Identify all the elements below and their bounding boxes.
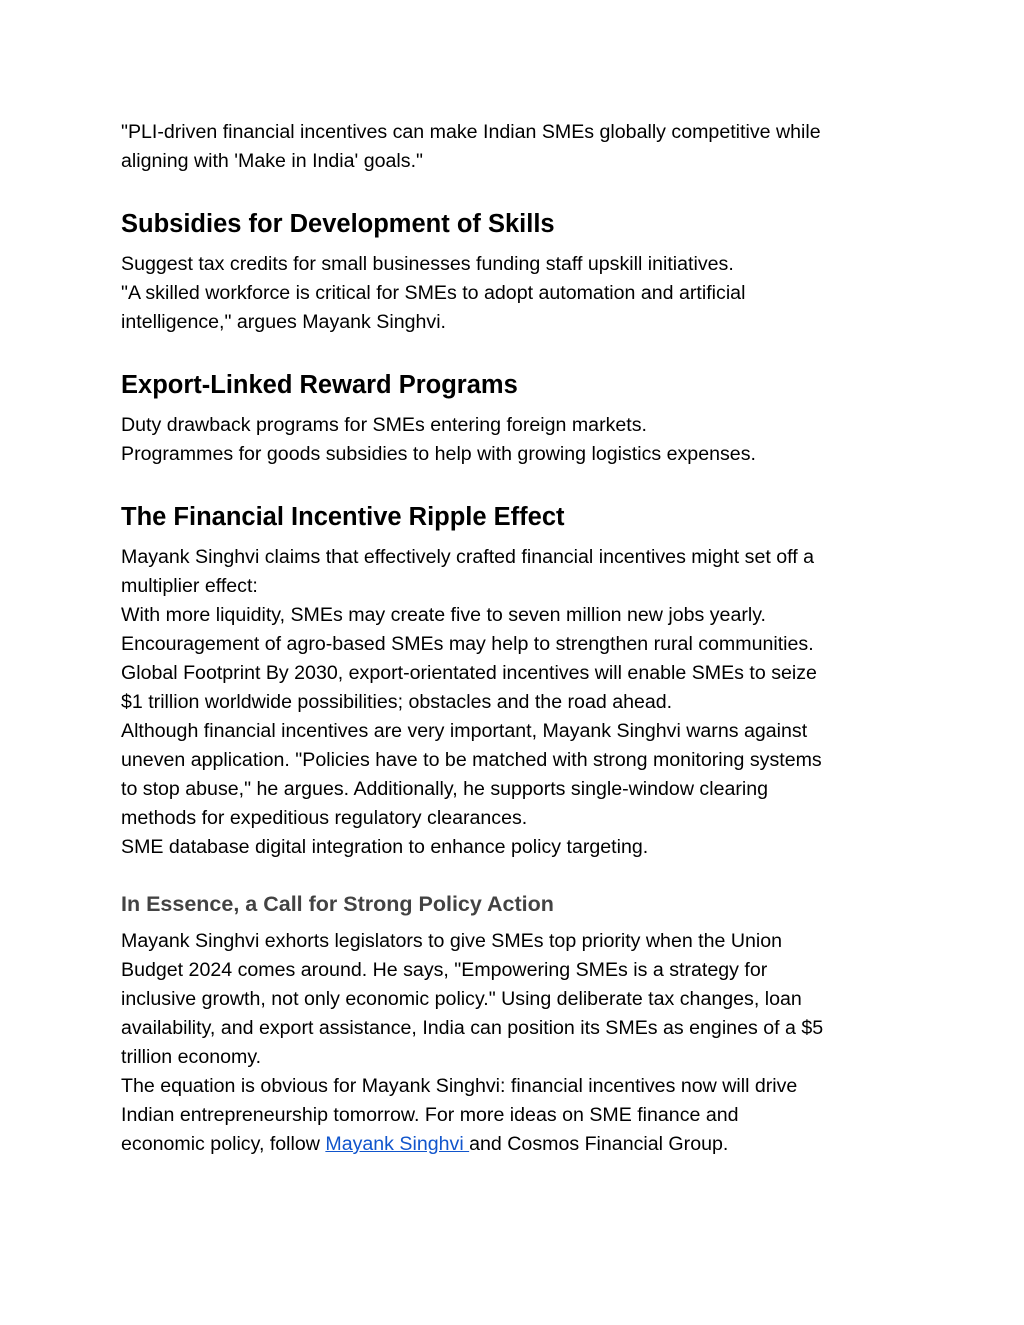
closing-line-prefix: economic policy, follow	[121, 1133, 326, 1155]
mayank-singhvi-link[interactable]: Mayank Singhvi	[325, 1133, 470, 1155]
heading-skills-subsidies: Subsidies for Development of Skills	[121, 210, 555, 238]
text-line: uneven application. "Policies have to be matched with strong monitoring systems	[121, 749, 822, 771]
text-line: $1 trillion worldwide possibilities; obstacles and the road ahead.	[121, 691, 673, 713]
export-paragraph	[121, 411, 924, 469]
text-line: "A skilled workforce is critical for SMEs to adopt automation and artificial	[121, 282, 746, 304]
ripple-paragraph	[121, 543, 924, 862]
text-line: Mayank Singhvi claims that effectively crafted financial incentives might set off a	[121, 546, 815, 568]
heading-ripple-effect: The Financial Incentive Ripple Effect	[121, 503, 565, 531]
intro-quote	[121, 118, 924, 176]
text-line: to stop abuse," he argues. Additionally, he supports single-window clearing	[121, 778, 769, 800]
essence-paragraph	[121, 927, 924, 1159]
text-line: intelligence," argues Mayank Singhvi.	[121, 311, 446, 333]
closing-line	[121, 1130, 924, 1159]
text-line: Duty drawback programs for SMEs entering foreign markets.	[121, 414, 647, 436]
text-line: "PLI-driven financial incentives can make Indian SMEs globally competitive while	[121, 121, 821, 143]
text-line: Programmes for goods subsidies to help with growing logistics expenses.	[121, 443, 756, 465]
text-line: aligning with 'Make in India' goals."	[121, 150, 423, 172]
text-line: SME database digital integration to enhance policy targeting.	[121, 836, 649, 858]
text-line: Although financial incentives are very important, Mayank Singhvi warns against	[121, 720, 808, 742]
text-line: Mayank Singhvi exhorts legislators to give SMEs top priority when the Union	[121, 930, 783, 952]
text-line: Suggest tax credits for small businesses funding staff upskill initiatives.	[121, 253, 734, 275]
text-line: Budget 2024 comes around. He says, "Empowering SMEs is a strategy for	[121, 959, 768, 981]
skills-paragraph	[121, 250, 924, 337]
text-line: The equation is obvious for Mayank Singhvi: financial incentives now will drive	[121, 1075, 798, 1097]
text-line: multiplier effect:	[121, 575, 258, 597]
heading-export-rewards: Export-Linked Reward Programs	[121, 371, 518, 399]
text-line: availability, and export assistance, India can position its SMEs as engines of a $5	[121, 1017, 824, 1039]
text-line: methods for expeditious regulatory clearances.	[121, 807, 528, 829]
text-line: inclusive growth, not only economic policy." Using deliberate tax changes, loan	[121, 988, 802, 1010]
text-line: Encouragement of agro-based SMEs may help to strengthen rural communities.	[121, 633, 814, 655]
text-line: With more liquidity, SMEs may create five to seven million new jobs yearly.	[121, 604, 767, 626]
text-line: Global Footprint By 2030, export-orientated incentives will enable SMEs to seize	[121, 662, 817, 684]
text-line: trillion economy.	[121, 1046, 262, 1068]
text-line: Indian entrepreneurship tomorrow. For more ideas on SME finance and	[121, 1104, 739, 1126]
subheading-policy-action: In Essence, a Call for Strong Policy Action	[121, 892, 554, 916]
closing-line-suffix: and Cosmos Financial Group.	[469, 1133, 729, 1155]
